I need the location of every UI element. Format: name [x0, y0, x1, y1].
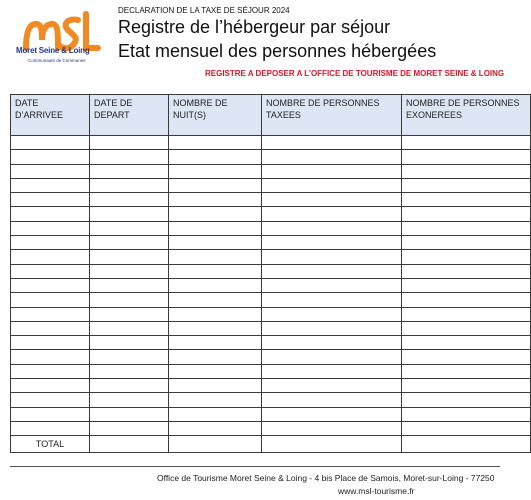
register-table-wrapper [10, 94, 520, 460]
table-row [11, 336, 531, 350]
table-row [11, 407, 531, 421]
table-cell[interactable] [11, 150, 90, 164]
table-row [11, 164, 531, 178]
table-cell[interactable] [169, 278, 262, 292]
footer-divider [10, 466, 500, 467]
table-cell[interactable] [262, 207, 402, 221]
table-cell[interactable] [11, 336, 90, 350]
table-row [11, 264, 531, 278]
table-row [11, 150, 531, 164]
table-row [11, 393, 531, 407]
table-cell[interactable] [169, 164, 262, 178]
table-cell[interactable] [402, 278, 531, 292]
table-cell[interactable] [90, 164, 169, 178]
table-row [11, 421, 531, 435]
table-cell[interactable] [11, 264, 90, 278]
table-cell[interactable] [402, 207, 531, 221]
total-cell[interactable] [90, 436, 169, 453]
footer-address: Office de Tourisme Moret Seine & Loing - 4 bis Place de Samois, Moret-sur-Loing - 77250 [157, 473, 495, 483]
table-cell[interactable] [402, 393, 531, 407]
table-cell[interactable] [90, 379, 169, 393]
table-cell[interactable] [262, 136, 402, 150]
table-cell[interactable] [262, 407, 402, 421]
table-cell[interactable] [262, 278, 402, 292]
table-cell[interactable] [169, 221, 262, 235]
table-cell[interactable] [262, 178, 402, 192]
register-table [10, 94, 531, 453]
table-cell[interactable] [11, 421, 90, 435]
table-cell[interactable] [169, 321, 262, 335]
table-cell[interactable] [262, 236, 402, 250]
table-cell[interactable] [262, 193, 402, 207]
table-cell[interactable] [402, 221, 531, 235]
table-cell[interactable] [169, 136, 262, 150]
table-row [11, 379, 531, 393]
table-cell[interactable] [169, 236, 262, 250]
table-cell[interactable] [90, 207, 169, 221]
table-cell[interactable] [169, 307, 262, 321]
table-cell[interactable] [402, 193, 531, 207]
table-cell[interactable] [90, 236, 169, 250]
table-cell[interactable] [90, 307, 169, 321]
table-cell[interactable] [11, 364, 90, 378]
table-row [11, 221, 531, 235]
table-cell[interactable] [11, 350, 90, 364]
table-row [11, 236, 531, 250]
table-cell[interactable] [402, 150, 531, 164]
table-cell[interactable] [11, 321, 90, 335]
table-cell[interactable] [262, 164, 402, 178]
table-cell[interactable] [402, 407, 531, 421]
column-header-taxed-persons: NOMBRE DE PERSONNES TAXEES [262, 95, 402, 136]
table-cell[interactable] [169, 193, 262, 207]
table-cell[interactable] [402, 264, 531, 278]
table-cell[interactable] [262, 150, 402, 164]
page-title: Registre de l’hébergeur par séjour [118, 17, 391, 37]
table-cell[interactable] [169, 293, 262, 307]
table-cell[interactable] [262, 250, 402, 264]
table-row [11, 278, 531, 292]
table-cell[interactable] [90, 364, 169, 378]
table-cell[interactable] [262, 264, 402, 278]
table-cell[interactable] [11, 407, 90, 421]
msl-logo [14, 10, 114, 68]
table-cell[interactable] [90, 264, 169, 278]
table-row [11, 321, 531, 335]
table-cell[interactable] [90, 178, 169, 192]
table-cell[interactable] [169, 393, 262, 407]
table-cell[interactable] [402, 236, 531, 250]
table-row [11, 136, 531, 150]
table-cell[interactable] [11, 307, 90, 321]
table-cell[interactable] [402, 421, 531, 435]
table-cell[interactable] [11, 193, 90, 207]
table-cell[interactable] [11, 221, 90, 235]
table-cell[interactable] [402, 350, 531, 364]
column-header-exempt-persons: NOMBRE DE PERSONNES EXONEREES [402, 95, 531, 136]
table-cell[interactable] [169, 350, 262, 364]
table-cell[interactable] [90, 293, 169, 307]
table-cell[interactable] [11, 379, 90, 393]
table-cell[interactable] [262, 307, 402, 321]
table-cell[interactable] [169, 207, 262, 221]
table-cell[interactable] [402, 136, 531, 150]
page-subtitle: Etat mensuel des personnes hébergées [118, 41, 437, 61]
table-cell[interactable] [90, 278, 169, 292]
table-cell[interactable] [11, 236, 90, 250]
table-cell[interactable] [262, 379, 402, 393]
table-cell[interactable] [402, 293, 531, 307]
table-cell[interactable] [90, 136, 169, 150]
table-cell[interactable] [11, 278, 90, 292]
table-cell[interactable] [262, 421, 402, 435]
deposit-notice: REGISTRE A DEPOSER A L’OFFICE DE TOURISME DE MORET SEINE & LOING [205, 69, 505, 78]
table-cell[interactable] [169, 250, 262, 264]
table-cell[interactable] [11, 178, 90, 192]
table-cell[interactable] [402, 321, 531, 335]
table-cell[interactable] [11, 136, 90, 150]
table-cell[interactable] [169, 379, 262, 393]
total-cell[interactable] [402, 436, 531, 453]
table-cell[interactable] [90, 193, 169, 207]
column-header-departure: DATE DE DEPART [90, 95, 169, 136]
table-cell[interactable] [262, 350, 402, 364]
table-cell[interactable] [169, 150, 262, 164]
table-cell[interactable] [90, 350, 169, 364]
table-cell[interactable] [90, 421, 169, 435]
table-cell[interactable] [402, 307, 531, 321]
table-cell[interactable] [169, 336, 262, 350]
table-row [11, 307, 531, 321]
table-cell[interactable] [169, 364, 262, 378]
table-cell[interactable] [169, 407, 262, 421]
table-cell[interactable] [90, 407, 169, 421]
table-row [11, 178, 531, 192]
footer-url[interactable]: www.msl-tourisme.fr [338, 486, 415, 496]
table-row [11, 193, 531, 207]
table-cell[interactable] [90, 336, 169, 350]
table-cell[interactable] [90, 393, 169, 407]
register-body [11, 136, 531, 453]
table-cell[interactable] [11, 293, 90, 307]
declaration-heading: DECLARATION DE LA TAXE DE SÉJOUR 2024 [118, 6, 290, 15]
table-row [11, 364, 531, 378]
table-cell[interactable] [262, 393, 402, 407]
table-cell[interactable] [402, 336, 531, 350]
table-cell[interactable] [402, 379, 531, 393]
table-cell[interactable] [169, 178, 262, 192]
total-cell[interactable] [262, 436, 402, 453]
table-cell[interactable] [90, 221, 169, 235]
total-cell[interactable] [169, 436, 262, 453]
table-cell[interactable] [169, 421, 262, 435]
total-row [11, 436, 531, 453]
table-cell[interactable] [11, 393, 90, 407]
table-cell[interactable] [402, 164, 531, 178]
table-cell[interactable] [169, 264, 262, 278]
table-cell[interactable] [90, 150, 169, 164]
table-cell[interactable] [90, 321, 169, 335]
logo-name: Moret Seine & Loing [16, 46, 90, 55]
table-cell[interactable] [11, 207, 90, 221]
table-cell[interactable] [262, 293, 402, 307]
table-cell[interactable] [11, 164, 90, 178]
logo-subtitle: Communauté de Communes [28, 58, 86, 63]
table-row [11, 207, 531, 221]
table-cell[interactable] [402, 178, 531, 192]
table-cell[interactable] [402, 364, 531, 378]
table-row [11, 350, 531, 364]
total-label: TOTAL [11, 436, 90, 453]
column-header-arrival: DATE D’ARRIVEE [11, 95, 90, 136]
table-cell[interactable] [262, 321, 402, 335]
table-cell[interactable] [90, 250, 169, 264]
table-cell[interactable] [262, 364, 402, 378]
table-header-row [11, 95, 531, 136]
table-row [11, 250, 531, 264]
table-cell[interactable] [262, 336, 402, 350]
table-row [11, 293, 531, 307]
table-cell[interactable] [262, 221, 402, 235]
table-cell[interactable] [402, 250, 531, 264]
table-cell[interactable] [11, 250, 90, 264]
column-header-nights: NOMBRE DE NUIT(S) [169, 95, 262, 136]
